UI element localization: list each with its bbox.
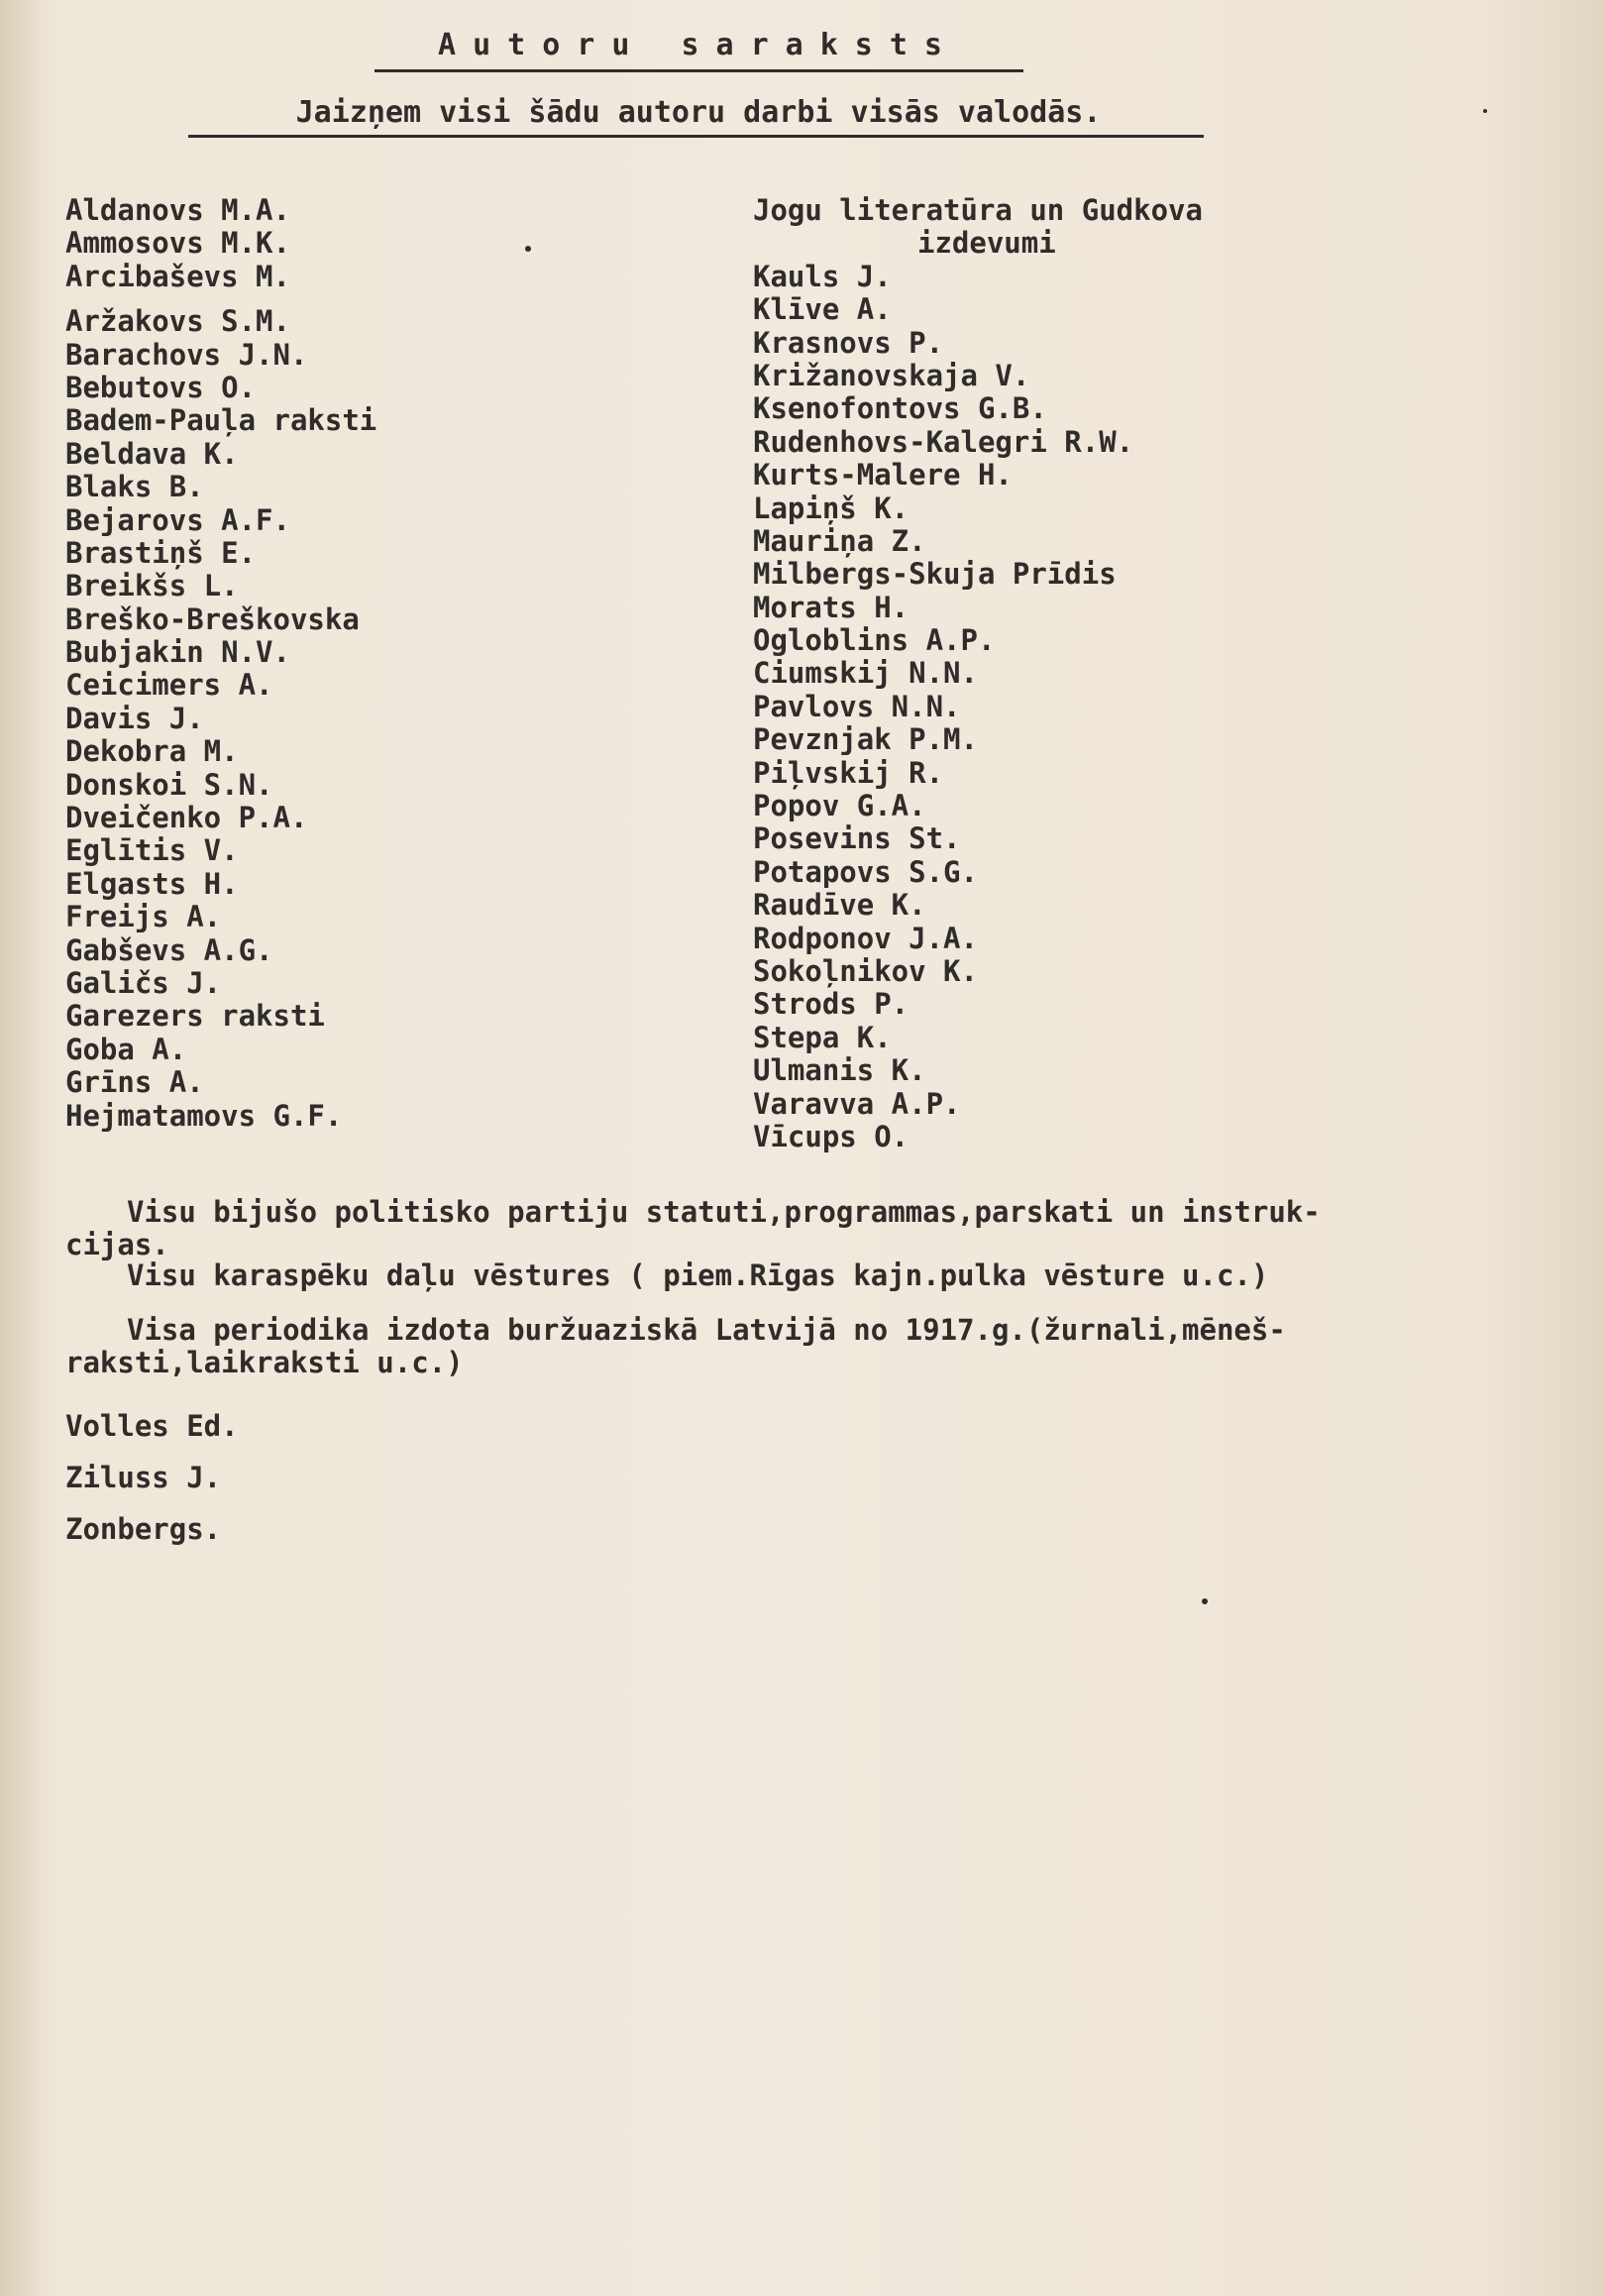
- paragraph-line: cijas.: [65, 1228, 169, 1261]
- title-underline: [374, 69, 1023, 72]
- tail-name: Ziluss J.: [65, 1461, 222, 1494]
- list-item: Ksenofontovs G.B.: [753, 391, 1047, 426]
- document-subtitle: Jaizņem visi šādu autoru darbi visās valodās.: [295, 95, 1102, 130]
- list-item: Kauls J.: [753, 259, 892, 293]
- list-item: Aržakovs S.M.: [65, 304, 290, 339]
- list-item: Rodponov J.A.: [753, 921, 978, 955]
- list-item: Barachovs J.N.: [65, 337, 308, 372]
- list-item: Mauriņa Z.: [753, 523, 926, 558]
- list-item: Pavlovs N.N.: [753, 689, 961, 723]
- list-item: Bubjakin N.V.: [65, 635, 290, 670]
- list-item: Arcibaševs M.: [65, 259, 290, 293]
- author-list-left: [65, 194, 376, 1133]
- list-item: Morats H.: [753, 590, 909, 624]
- list-item: Elgasts H.: [65, 866, 239, 901]
- list-item: Pevznjak P.M.: [753, 722, 978, 757]
- list-item: Dveičenko P.A.: [65, 801, 308, 835]
- list-item: Rudenhovs-Kalegri R.W.: [753, 424, 1134, 459]
- list-item: Ciumskij N.N.: [753, 656, 978, 691]
- list-item: Milbergs-Skuja Prīdis: [753, 557, 1117, 592]
- list-item: Klīve A.: [753, 292, 892, 327]
- list-item: Davis J.: [65, 701, 204, 735]
- list-item: Vīcups O.: [753, 1119, 909, 1153]
- list-item: Jogu literatūra un Gudkova: [753, 193, 1203, 227]
- paragraph-military-histories: Visu karaspēku daļu vēstures ( piem.Rīgas kajn.pulka vēsture u.c.): [127, 1258, 1269, 1292]
- list-item: Breikšs L.: [65, 569, 239, 603]
- list-item: Ammosovs M.K.: [65, 226, 290, 261]
- list-item: Varavva A.P.: [753, 1086, 961, 1121]
- list-item: Brastiņš E.: [65, 535, 257, 570]
- ink-speck: [1202, 1598, 1208, 1604]
- paragraph-political-parties: [65, 1196, 1551, 1261]
- paragraph-line: raksti,laikraksti u.c.): [65, 1346, 464, 1379]
- list-item: Bebutovs O.: [65, 370, 257, 404]
- list-item: Sokoļnikov K.: [753, 953, 978, 988]
- tail-name: Volles Ed.: [65, 1409, 239, 1443]
- paragraph-line: Visa periodika izdota buržuaziskā Latvijā no 1917.g.(žurnali,mēneš-: [127, 1313, 1286, 1347]
- list-item: Križanovskaja V.: [753, 358, 1030, 392]
- list-item: Posevins St.: [753, 821, 961, 856]
- list-item: Popov G.A.: [753, 789, 926, 823]
- list-item: Potapovs S.G.: [753, 854, 978, 889]
- list-item: Badem-Pauļa raksti: [65, 403, 377, 438]
- paragraph-line: Visu bijušo politisko partiju statuti,programmas,parskati un instruk-: [127, 1195, 1321, 1229]
- list-item: Freijs A.: [65, 900, 222, 934]
- list-item: Ogloblins A.P.: [753, 623, 996, 658]
- list-item: Beldava K.: [65, 436, 239, 471]
- list-item: Grīns A.: [65, 1065, 204, 1100]
- list-item: Krasnovs P.: [753, 325, 944, 360]
- list-item: Piļvskij R.: [753, 755, 944, 790]
- ink-speck: [1483, 109, 1487, 113]
- list-item: Strods P.: [753, 987, 909, 1022]
- document-title: Autoru saraksts: [438, 28, 959, 62]
- list-item: Blaks B.: [65, 470, 204, 504]
- list-item: Gabševs A.G.: [65, 932, 273, 967]
- list-item: Kurts-Malere H.: [753, 458, 1013, 492]
- list-item: Bejarovs A.F.: [65, 502, 290, 537]
- list-item: Hejmatamovs G.F.: [65, 1098, 343, 1133]
- list-item: Eglītis V.: [65, 833, 239, 868]
- list-item: Aldanovs M.A.: [65, 193, 290, 227]
- list-item: Lapiņš K.: [753, 491, 909, 525]
- list-item: Ceicimers A.: [65, 668, 273, 703]
- list-item: Dekobra M.: [65, 734, 239, 769]
- list-item: Goba A.: [65, 1032, 187, 1066]
- tail-name: Zonbergs.: [65, 1512, 222, 1546]
- list-item: Breško-Breškovska: [65, 601, 360, 636]
- list-item: Ulmanis K.: [753, 1053, 926, 1088]
- subtitle-underline: [188, 135, 1204, 138]
- paper-edge: [0, 0, 40, 2296]
- list-item: Stepa K.: [753, 1020, 892, 1054]
- list-item-continuation: izdevumi: [917, 226, 1056, 261]
- list-item: Garezers raksti: [65, 999, 325, 1034]
- author-list-right: [753, 194, 1203, 1153]
- ink-speck: [525, 246, 531, 252]
- list-item: Donskoi S.N.: [65, 767, 273, 802]
- list-item: Raudīve K.: [753, 888, 926, 923]
- paragraph-periodicals: [65, 1314, 1551, 1379]
- list-item: Galičs J.: [65, 965, 222, 1000]
